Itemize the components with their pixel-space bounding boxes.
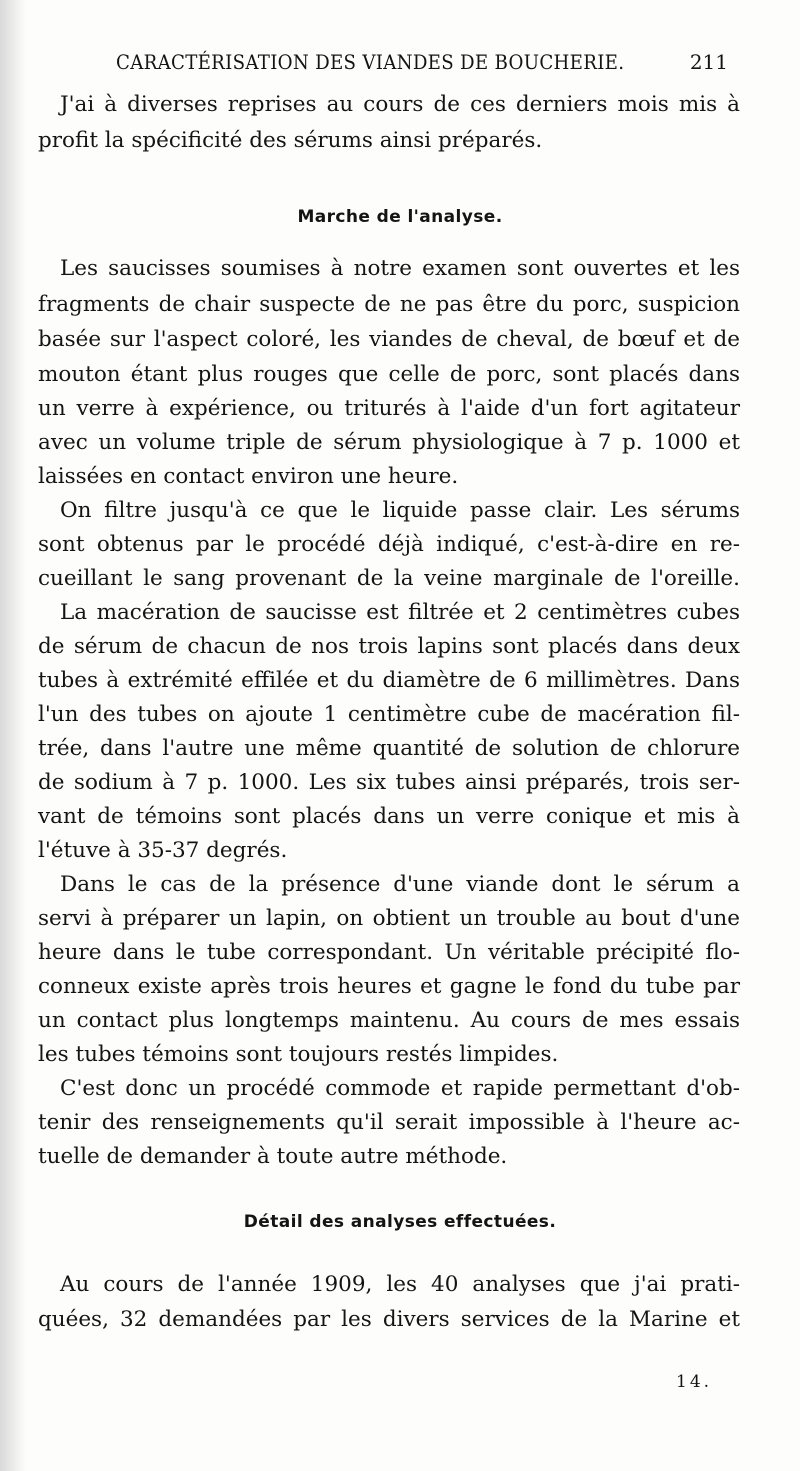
text-line: l'étuve à 35-37 degrés. xyxy=(38,838,288,863)
text-line: conneux existe après trois heures et gagne le fond du tube par xyxy=(38,974,740,999)
text-line: quées, 32 demandées par les divers services de la Marine et xyxy=(38,1307,740,1332)
running-header xyxy=(116,50,736,84)
text-line: On filtre jusqu'à ce que le liquide passe clair. Les sérums xyxy=(60,498,740,523)
running-title: CARACTÉRISATION DES VIANDES DE BOUCHERIE. xyxy=(116,50,625,74)
text-line: cueillant le sang provenant de la veine marginale de l'oreille. xyxy=(38,566,740,591)
text-line: l'un des tubes on ajoute 1 centimètre cube de macération fil- xyxy=(38,702,740,727)
text-line: fragments de chair suspecte de ne pas être du porc, suspicion xyxy=(38,292,740,317)
printer-signature-mark: 14. xyxy=(676,1372,713,1392)
text-line: un contact plus longtemps maintenu. Au cours de mes essais xyxy=(38,1008,740,1033)
text-line: servi à préparer un lapin, on obtient un trouble au bout d'une xyxy=(38,906,740,931)
text-line: C'est donc un procédé commode et rapide permettant d'ob- xyxy=(60,1076,740,1101)
text-line: J'ai à diverses reprises au cours de ces derniers mois mis à xyxy=(60,92,740,117)
text-line: les tubes témoins sont toujours restés limpides. xyxy=(38,1042,559,1067)
text-line: Les saucisses soumises à notre examen sont ouvertes et les xyxy=(60,256,740,281)
section-heading-marche: Marche de l'analyse. xyxy=(297,207,503,227)
text-line: La macération de saucisse est filtrée et 2 centimètres cubes xyxy=(60,600,740,625)
text-line: tubes à extrémité effilée et du diamètre de 6 millimètres. Dans xyxy=(38,668,740,693)
page-number: 211 xyxy=(689,50,728,74)
text-line: Au cours de l'année 1909, les 40 analyses que j'ai prati- xyxy=(60,1272,740,1297)
text-line: mouton étant plus rouges que celle de porc, sont placés dans xyxy=(38,362,740,387)
text-line: profit la spécificité des sérums ainsi préparés. xyxy=(38,128,543,153)
section-heading-detail: Détail des analyses effectuées. xyxy=(243,1212,557,1232)
text-line: Dans le cas de la présence d'une viande dont le sérum a xyxy=(60,872,740,897)
text-line: basée sur l'aspect coloré, les viandes de cheval, de bœuf et de xyxy=(38,327,740,352)
text-line: laissées en contact environ une heure. xyxy=(38,464,459,489)
text-line: un verre à expérience, ou triturés à l'aide d'un fort agitateur xyxy=(38,396,740,421)
text-line: de sodium à 7 p. 1000. Les six tubes ainsi préparés, trois ser- xyxy=(38,770,740,795)
text-line: heure dans le tube correspondant. Un véritable précipité flo- xyxy=(38,940,740,965)
text-line: vant de témoins sont placés dans un verre conique et mis à xyxy=(38,804,740,829)
text-line: avec un volume triple de sérum physiologique à 7 p. 1000 et xyxy=(38,430,740,455)
text-line: tenir des renseignements qu'il serait impossible à l'heure ac- xyxy=(38,1110,740,1135)
text-line: trée, dans l'autre une même quantité de solution de chlorure xyxy=(38,736,740,761)
text-line: de sérum de chacun de nos trois lapins sont placés dans deux xyxy=(38,634,740,659)
text-line: sont obtenus par le procédé déjà indiqué, c'est-à-dire en re- xyxy=(38,532,740,557)
text-line: tuelle de demander à toute autre méthode. xyxy=(38,1144,508,1169)
